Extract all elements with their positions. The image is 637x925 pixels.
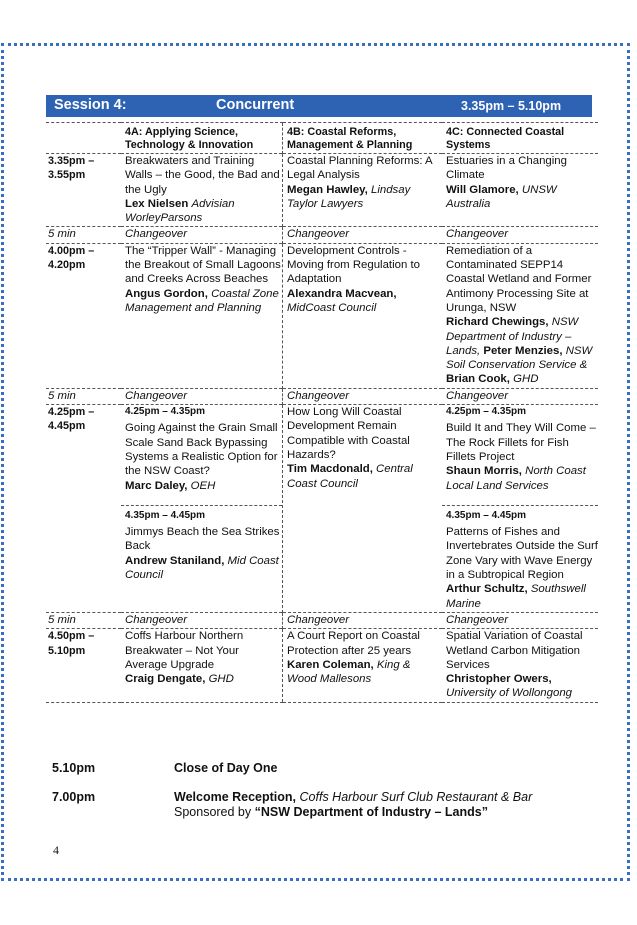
- changeover-label: Changeover: [121, 612, 283, 628]
- reception-venue: Coffs Harbour Surf Club Restaurant & Bar: [299, 790, 533, 804]
- speaker-name: Peter Menzies,: [483, 344, 563, 357]
- talk-title: Patterns of Fishes and Invertebrates Outside the Surf Zone Vary with Wave Energy in a Subtropical Region: [446, 526, 598, 582]
- speaker-name: Andrew Staniland,: [125, 554, 225, 567]
- speaker-affiliation: Southswell Marine: [446, 583, 586, 610]
- speaker-name: Will Glamore,: [446, 183, 519, 196]
- sub-slot-divider: [121, 505, 282, 507]
- session-label: Session 4:: [54, 97, 127, 113]
- changeover-label: Changeover: [283, 388, 443, 404]
- speaker-affiliation: University of Wollongong: [446, 687, 572, 700]
- changeover-duration: 5 min: [46, 612, 121, 628]
- column-4c-header: 4C: Connected Coastal Systems: [442, 123, 598, 154]
- speaker-name: Brian Cook,: [446, 373, 510, 386]
- changeover-duration: 5 min: [46, 388, 121, 404]
- talk-title: Estuaries in a Changing Climate: [446, 155, 567, 182]
- column-4a-header: 4A: Applying Science, Technology & Innovation: [121, 123, 283, 154]
- changeover-label: Changeover: [442, 388, 598, 404]
- program-table: [46, 122, 598, 703]
- session-time: 3.35pm – 5.10pm: [461, 99, 562, 113]
- slot-time: 4.25pm – 4.45pm: [48, 406, 95, 433]
- speaker-name: Arthur Schultz,: [446, 583, 528, 596]
- speaker-affiliation: MidCoast Council: [287, 301, 377, 314]
- changeover-row: [46, 388, 598, 404]
- speaker-affiliation: GHD: [513, 373, 539, 386]
- changeover-label: Changeover: [121, 388, 283, 404]
- talk-title: Spatial Variation of Coastal Wetland Carbon Mitigation Services: [446, 630, 583, 671]
- session-header: [46, 95, 592, 117]
- talk-title: The “Tripper Wall” - Managing the Breakout of Small Lagoons and Creeks Across Beaches: [125, 244, 281, 286]
- table-row: [46, 405, 598, 613]
- speaker-name: Tim Macdonald,: [287, 463, 373, 476]
- reception-label: Welcome Reception,: [174, 790, 297, 804]
- column-header-row: [46, 123, 598, 154]
- speaker-name: Megan Hawley,: [287, 183, 368, 196]
- speaker-affiliation: Central Coast Council: [287, 463, 413, 490]
- speaker-affiliation: Mid Coast Council: [125, 554, 279, 582]
- slot-time: 4.00pm – 4.20pm: [48, 244, 95, 272]
- speaker-affiliation: Lindsay Taylor Lawyers: [287, 183, 411, 210]
- speaker-affiliation: UNSW Australia: [446, 183, 557, 210]
- sponsor-prefix: Sponsored by: [174, 805, 252, 819]
- speaker-affiliation: OEH: [190, 479, 216, 492]
- reception-time: 7.00pm: [52, 790, 96, 804]
- speaker-affiliation: GHD: [208, 673, 234, 686]
- changeover-row: [46, 612, 598, 628]
- speaker-affiliation: Advisian WorleyParsons: [125, 197, 235, 225]
- speaker-affiliation: North Coast Local Land Services: [446, 465, 586, 492]
- talk-title: Remediation of a Contaminated SEPP14 Coastal Wetland and Former Antimony Processing Site at Urunga, NSW: [446, 244, 592, 314]
- speaker-name: Craig Dengate,: [125, 673, 206, 686]
- close-label: Close of Day One: [174, 761, 278, 775]
- changeover-duration: 5 min: [46, 227, 121, 243]
- close-time: 5.10pm: [52, 761, 96, 775]
- talk-title: Going Against the Grain Small Scale Sand Back Bypassing Systems a Realistic Option for the NSW Coast?: [125, 422, 278, 478]
- speaker-name: Karen Coleman,: [287, 658, 374, 671]
- sub-slot-time: 4.35pm – 4.45pm: [125, 509, 206, 521]
- changeover-row: [46, 227, 598, 243]
- changeover-label: Changeover: [283, 227, 443, 243]
- speaker-name: Marc Daley,: [125, 479, 188, 492]
- speaker-affiliation: NSW Department of Industry – Lands,: [446, 316, 579, 357]
- speaker-affiliation: NSW Soil Conservation Service &: [446, 344, 593, 372]
- speaker-name: Lex Nielsen: [125, 197, 189, 210]
- sub-slot-time: 4.25pm – 4.35pm: [446, 406, 527, 418]
- speaker-name: Richard Chewings,: [446, 316, 549, 329]
- table-row: [46, 154, 598, 227]
- talk-title: Jimmys Beach the Sea Strikes Back: [125, 526, 280, 553]
- table-row: [46, 243, 598, 388]
- talk-title: Development Controls - Moving from Regulation to Adaptation: [287, 244, 420, 286]
- changeover-label: Changeover: [121, 227, 283, 243]
- session-type: Concurrent: [216, 97, 295, 113]
- changeover-label: Changeover: [442, 227, 598, 243]
- speaker-affiliation: King & Wood Mallesons: [287, 658, 411, 686]
- sponsor-name: “NSW Department of Industry – Lands”: [254, 805, 488, 819]
- talk-title: Breakwaters and Training Walls – the Good, the Bad and the Ugly: [125, 155, 280, 196]
- slot-time: 3.35pm – 3.55pm: [48, 155, 95, 182]
- sub-slot-time: 4.25pm – 4.35pm: [125, 406, 206, 418]
- talk-title: A Court Report on Coastal Protection after 25 years: [287, 630, 420, 657]
- speaker-name: Alexandra Macvean,: [287, 287, 397, 300]
- reception-details: [174, 790, 594, 820]
- sub-slot-time: 4.35pm – 4.45pm: [446, 509, 527, 521]
- sub-slot-divider: [442, 505, 598, 507]
- table-row: [46, 629, 598, 702]
- talk-title: Build It and They Will Come – The Rock Fillets for Fish Fillets Project: [446, 422, 596, 463]
- changeover-label: Changeover: [442, 612, 598, 628]
- speaker-affiliation: Coastal Zone Management and Planning: [125, 287, 279, 314]
- changeover-label: Changeover: [283, 612, 443, 628]
- slot-time: 4.50pm – 5.10pm: [48, 630, 95, 657]
- column-4b-header: 4B: Coastal Reforms, Management & Planning: [283, 123, 443, 154]
- speaker-name: Shaun Morris,: [446, 465, 522, 478]
- talk-title: Coastal Planning Reforms: A Legal Analysis: [287, 155, 432, 182]
- speaker-name: Angus Gordon,: [125, 287, 208, 300]
- talk-title: Coffs Harbour Northern Breakwater – Not Your Average Upgrade: [125, 630, 244, 671]
- talk-title: How Long Will Coastal Development Remain Compatible with Coastal Hazards?: [287, 406, 410, 461]
- speaker-name: Christopher Owers,: [446, 673, 552, 686]
- page-number: 4: [53, 843, 59, 857]
